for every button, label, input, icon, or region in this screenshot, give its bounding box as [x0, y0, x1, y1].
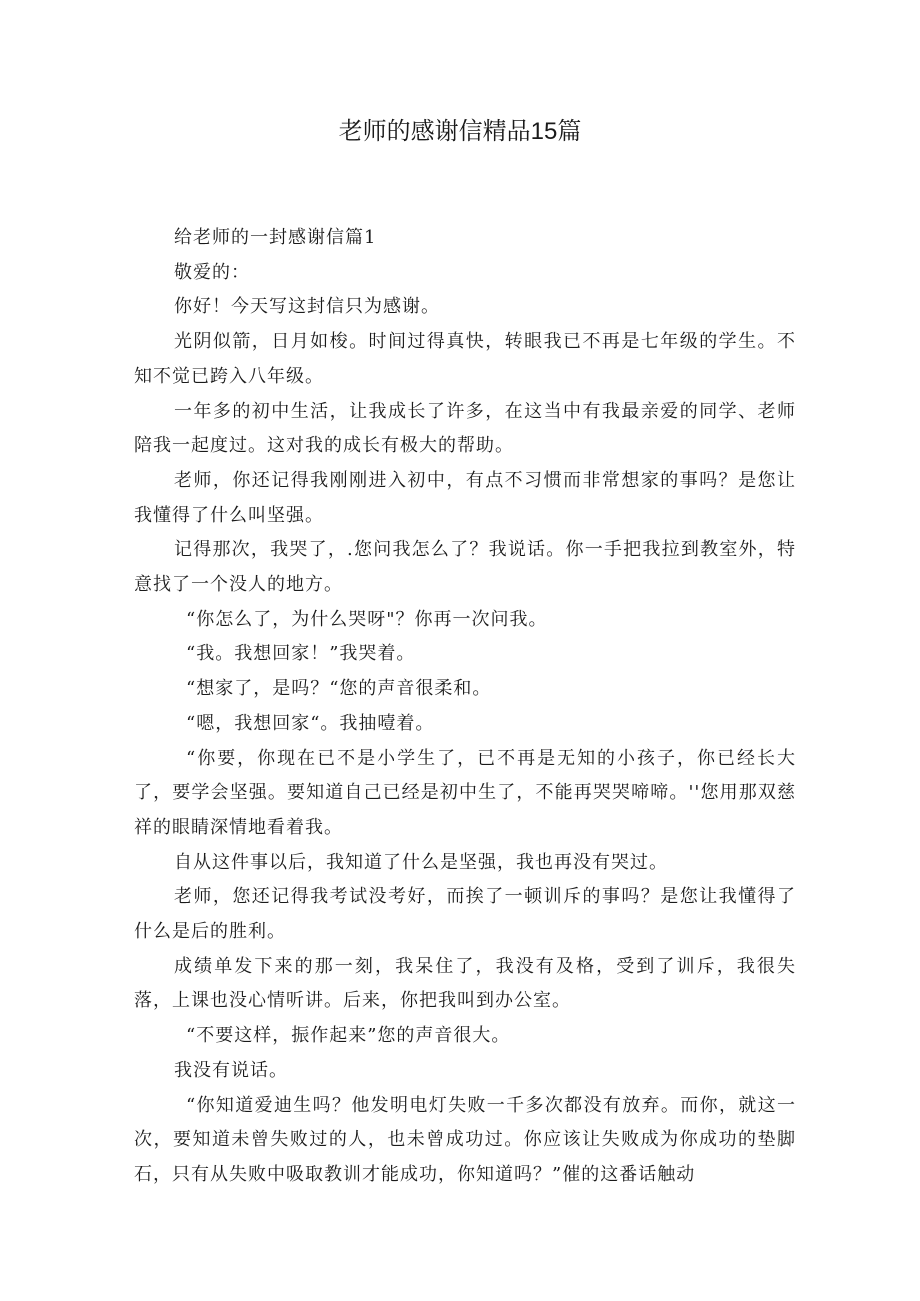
paragraph: 你好！今天写这封信只为感谢。: [174, 296, 440, 318]
paragraph: 成绩单发下来的那一刻，我呆住了，我没有及格，受到了训斥，我很失落，上课也没心情听讲。后来，你把我叫到办公室。: [134, 955, 796, 1012]
salutation: 敬爱的：: [174, 261, 250, 283]
paragraph: 一年多的初中生活，让我成长了许多，在这当中有我最亲爱的同学、老师陪我一起度过。这对我的成长有极大的帮助。: [134, 400, 796, 457]
paragraph: 我没有说话。: [174, 1059, 288, 1081]
dialogue-line: “我。我想回家！”我哭着。: [186, 643, 416, 665]
document-title: 老师的感谢信精品15篇: [338, 118, 582, 145]
paragraph: 老师，你还记得我刚刚进入初中，有点不习惯而非常想家的事吗？是您让我懂得了什么叫坚强。: [134, 469, 796, 526]
dialogue-line: “不要这样，振作起来”您的声音很大。: [186, 1025, 511, 1047]
dialogue-line: “你知道爱迪生吗？他发明电灯失败一千多次都没有放弃。而你，就这一次，要知道未曾失败过的人，也未曾成功过。你应该让失败成为你成功的垫脚石，只有从失败中吸取教训才能成功，你知道吗？”催的这番话触动: [134, 1094, 796, 1185]
paragraph: 自从这件事以后，我知道了什么是坚强，我也再没有哭过。: [174, 851, 668, 873]
dialogue-line: “嗯，我想回家“。我抽噎着。: [186, 712, 435, 734]
paragraph: 老师，您还记得我考试没考好，而挨了一顿训斥的事吗？是您让我懂得了什么是后的胜利。: [134, 886, 796, 943]
document-body: [134, 221, 796, 1193]
dialogue-line: “你要，你现在已不是小学生了，已不再是无知的小孩子，你已经长大了，要学会坚强。要知道自己已经是初中生了，不能再哭哭啼啼。''您用那双慈祥的眼睛深情地看着我。: [134, 747, 796, 838]
dialogue-line: “你怎么了，为什么哭呀"？你再一次问我。: [186, 608, 548, 630]
paragraph: 记得那次，我哭了，.您问我怎么了？我说话。你一手把我拉到教室外，特意找了一个没人的地方。: [134, 539, 796, 596]
paragraph: 光阴似箭，日月如梭。时间过得真快，转眼我已不再是七年级的学生。不知不觉已跨入八年级。: [134, 331, 796, 387]
section-heading: 给老师的一封感谢信篇1: [174, 227, 377, 248]
dialogue-line: “想家了，是吗？“您的声音很柔和。: [186, 678, 492, 700]
